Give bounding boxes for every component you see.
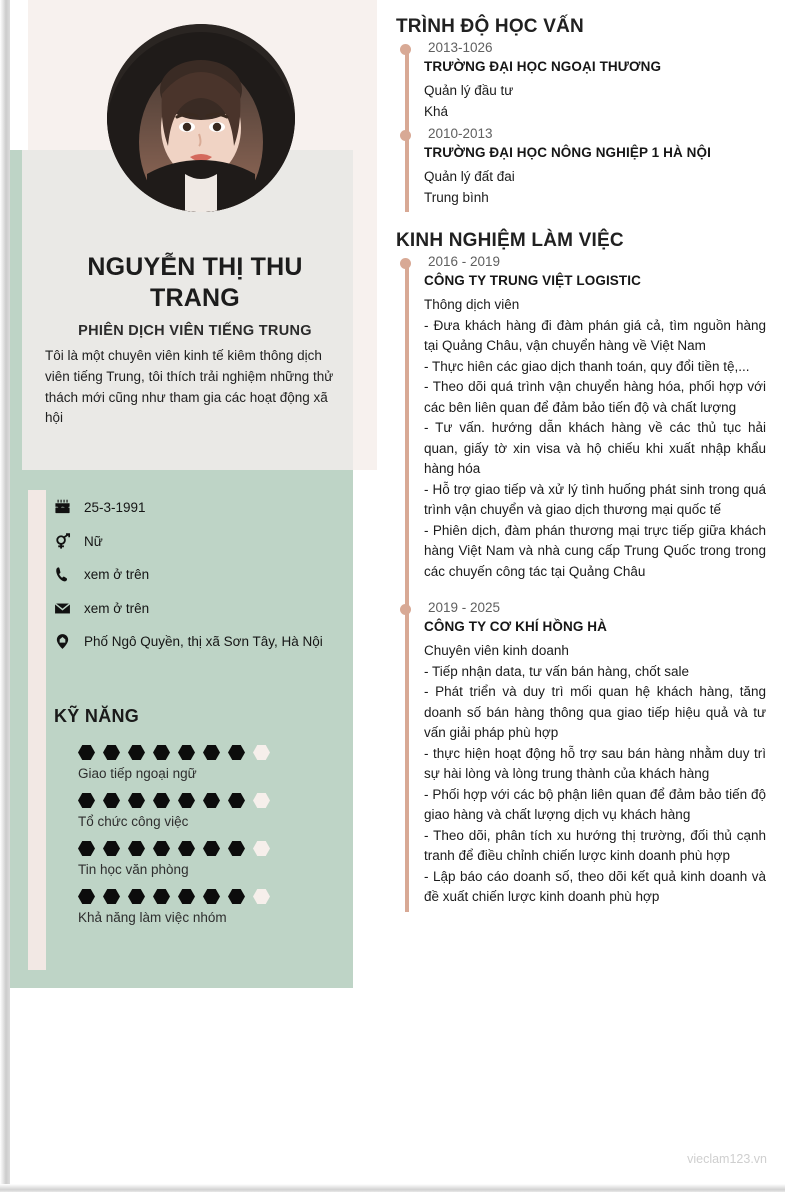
- entry-spacer: [424, 586, 766, 600]
- experience-bullet: - Phiên dịch, đàm phán thương mại trực tiếp giữa khách hàng Việt Nam và nhà cung cấp Trung Quốc trong trong các chuyến công tác tại Quảng Châu: [424, 522, 766, 579]
- education-major: Quản lý đất đai: [424, 169, 515, 185]
- hexagon-rating-dot: [78, 793, 95, 808]
- hexagon-rating-dot: [253, 841, 270, 856]
- hexagon-rating-dot: [128, 889, 145, 904]
- education-heading: TRÌNH ĐỘ HỌC VẤN: [396, 16, 584, 37]
- education-timeline: [396, 40, 766, 212]
- timeline-dot-icon: [400, 130, 411, 141]
- experience-role: Chuyên viên kinh doanh: [424, 643, 569, 659]
- hexagon-rating-dot: [228, 841, 245, 856]
- hexagon-rating-dot: [103, 745, 120, 760]
- hexagon-rating-dot: [228, 745, 245, 760]
- skill-label: Giao tiếp ngoại ngữ: [78, 766, 197, 781]
- skill-item: [54, 841, 334, 877]
- hexagon-rating-dot: [253, 889, 270, 904]
- contact-list: [54, 498, 329, 666]
- timeline-dot-icon: [400, 604, 411, 615]
- experience-bullet: - Tư vấn. hướng dẫn khách hàng về các thủ tục hải quan, giấy tờ xin visa và hộ chiếu khi xuất nhập khẩu hàng hóa: [424, 420, 766, 477]
- watermark: vieclam123.vn: [687, 1152, 767, 1166]
- hexagon-rating-dot: [128, 793, 145, 808]
- skill-label: Tổ chức công việc: [78, 814, 189, 829]
- hexagon-rating-dot: [203, 793, 220, 808]
- experience-timeline: [396, 254, 766, 912]
- hexagon-rating-dot: [103, 841, 120, 856]
- hexagon-rating-dot: [78, 889, 95, 904]
- hexagon-rating-dot: [178, 841, 195, 856]
- skill-rating: [78, 793, 334, 808]
- profile-photo: [107, 24, 295, 212]
- timeline-dot-icon: [400, 258, 411, 269]
- timeline-dot-icon: [400, 44, 411, 55]
- page-bottom-edge-shadow: [0, 1184, 785, 1192]
- hexagon-rating-dot: [203, 745, 220, 760]
- section-spacer: [396, 212, 766, 230]
- decor-panel-pink-right: [353, 150, 377, 470]
- phone-icon: [54, 565, 76, 583]
- education-major: Quản lý đầu tư: [424, 83, 514, 98]
- experience-bullet: - Đưa khách hàng đi đàm phán giá cả, tìm nguồn hàng tại Quảng Châu, vận chuyển hàng về Việt Nam: [424, 317, 766, 354]
- hexagon-rating-dot: [228, 889, 245, 904]
- education-date: 2013-1026: [428, 40, 493, 55]
- education-school: TRƯỜNG ĐẠI HỌC NGOẠI THƯƠNG: [424, 59, 662, 74]
- hexagon-rating-dot: [153, 841, 170, 856]
- hexagon-rating-dot: [203, 841, 220, 856]
- skills-heading: KỸ NĂNG: [54, 706, 140, 726]
- contact-row: [54, 498, 329, 518]
- experience-entry: [424, 600, 766, 912]
- hexagon-rating-dot: [153, 745, 170, 760]
- page-left-edge-shadow: [0, 0, 10, 1192]
- experience-bullet: - Thực hiên các giao dịch thanh toán, quy đổi tiền tệ,...: [424, 358, 750, 374]
- experience-company: CÔNG TY TRUNG VIỆT LOGISTIC: [424, 273, 641, 289]
- contact-value: Phố Ngô Quyền, thị xã Sơn Tây, Hà Nội: [84, 634, 323, 650]
- experience-date: 2016 - 2019: [428, 254, 501, 270]
- education-school: TRƯỜNG ĐẠI HỌC NÔNG NGHIỆP 1 HÀ NỘI: [424, 145, 711, 161]
- contact-row: [54, 565, 329, 585]
- education-grade: Khá: [424, 103, 449, 119]
- page-title: NGUYỄN THỊ THU TRANG: [87, 253, 303, 312]
- contact-value: xem ở trên: [84, 567, 150, 583]
- contact-value: 25-3-1991: [84, 500, 146, 515]
- contact-value: xem ở trên: [84, 600, 150, 616]
- hexagon-rating-dot: [153, 889, 170, 904]
- hexagon-rating-dot: [128, 841, 145, 856]
- experience-bullet: - Lập báo cáo doanh số, theo dõi kết quả kinh doanh và đề xuất chiến lược kinh doanh phù hợp: [424, 868, 766, 905]
- contact-row: [54, 532, 329, 552]
- skills-section: [54, 706, 334, 937]
- job-title: PHIÊN DỊCH VIÊN TIẾNG TRUNG: [78, 323, 312, 339]
- contact-value: Nữ: [84, 533, 103, 549]
- hexagon-rating-dot: [253, 793, 270, 808]
- experience-heading: KINH NGHIỆM LÀM VIỆC: [396, 230, 624, 252]
- email-icon: [54, 599, 76, 617]
- hexagon-rating-dot: [178, 889, 195, 904]
- hexagon-rating-dot: [178, 793, 195, 808]
- skill-label: Tin học văn phòng: [78, 862, 189, 877]
- decor-panel-pink-accent: [28, 490, 46, 970]
- location-pin-icon: [54, 632, 76, 650]
- profile-summary: Tôi là một chuyên viên kinh tế kiêm thông dịch viên tiếng Trung, tôi thích trải nghiệm những thử thách mới cũng như tham gia các hoạt động xã hội: [45, 348, 334, 426]
- experience-bullet: - Theo dõi quá trình vận chuyển hàng hóa, phối hợp với các bên liên quan để đảm bảo tiến độ và chất lượng: [424, 379, 766, 415]
- decor-panel-green-strip: [10, 150, 22, 470]
- experience-role: Thông dịch viên: [424, 297, 520, 313]
- hexagon-rating-dot: [103, 793, 120, 808]
- right-column: [396, 16, 766, 912]
- skill-rating: [78, 841, 334, 856]
- hexagon-rating-dot: [253, 745, 270, 760]
- hexagon-rating-dot: [128, 745, 145, 760]
- experience-company: CÔNG TY CƠ KHÍ HỒNG HÀ: [424, 619, 607, 635]
- hexagon-rating-dot: [78, 841, 95, 856]
- hexagon-rating-dot: [153, 793, 170, 808]
- skill-item: [54, 793, 334, 829]
- experience-bullet: - Hỗ trợ giao tiếp và xử lý tình huống phát sinh trong quá trình vận chuyển và giao dịch thương mại quốc tế: [424, 481, 766, 518]
- experience-bullet: - Phát triển và duy trì mối quan hệ khách hàng, tăng doanh số bán hàng thông qua giao tiếp hiệu quả và tư vấn giải pháp phù hợp: [424, 684, 766, 741]
- hexagon-rating-dot: [178, 745, 195, 760]
- experience-date: 2019 - 2025: [428, 600, 501, 616]
- gender-icon: [54, 532, 76, 550]
- skill-rating: [78, 889, 334, 904]
- experience-bullet: - Tiếp nhận data, tư vấn bán hàng, chốt sale: [424, 663, 689, 679]
- experience-bullet: - thực hiện hoạt động hỗ trợ sau bán hàng nhằm duy trì sự hài lòng và lòng trung thành của khách hàng: [424, 745, 766, 782]
- experience-entry: [424, 254, 766, 586]
- name-block: [45, 252, 345, 429]
- contact-row: [54, 599, 329, 619]
- experience-bullet: - Phối hợp với các bộ phận liên quan để đảm bảo tiến độ giao hàng và chất lượng dịch vụ khách hàng: [424, 786, 766, 823]
- timeline-rail: [405, 260, 409, 912]
- hexagon-rating-dot: [103, 889, 120, 904]
- timeline-rail: [405, 46, 409, 212]
- education-entry: [424, 126, 766, 212]
- skill-item: [54, 889, 334, 925]
- hexagon-rating-dot: [203, 889, 220, 904]
- experience-bullet: - Theo dõi, phân tích xu hướng thị trường, đối thủ cạnh tranh để điều chỉnh chiến lược kinh doanh phù hợp: [424, 827, 766, 864]
- skill-label: Khả năng làm việc nhóm: [78, 910, 227, 925]
- skill-item: [54, 745, 334, 781]
- hexagon-rating-dot: [228, 793, 245, 808]
- contact-row: [54, 632, 329, 652]
- skill-rating: [78, 745, 334, 760]
- education-grade: Trung bình: [424, 189, 489, 205]
- education-entry: [424, 40, 766, 126]
- birthday-cake-icon: [54, 498, 76, 516]
- education-date: 2010-2013: [428, 126, 493, 142]
- hexagon-rating-dot: [78, 745, 95, 760]
